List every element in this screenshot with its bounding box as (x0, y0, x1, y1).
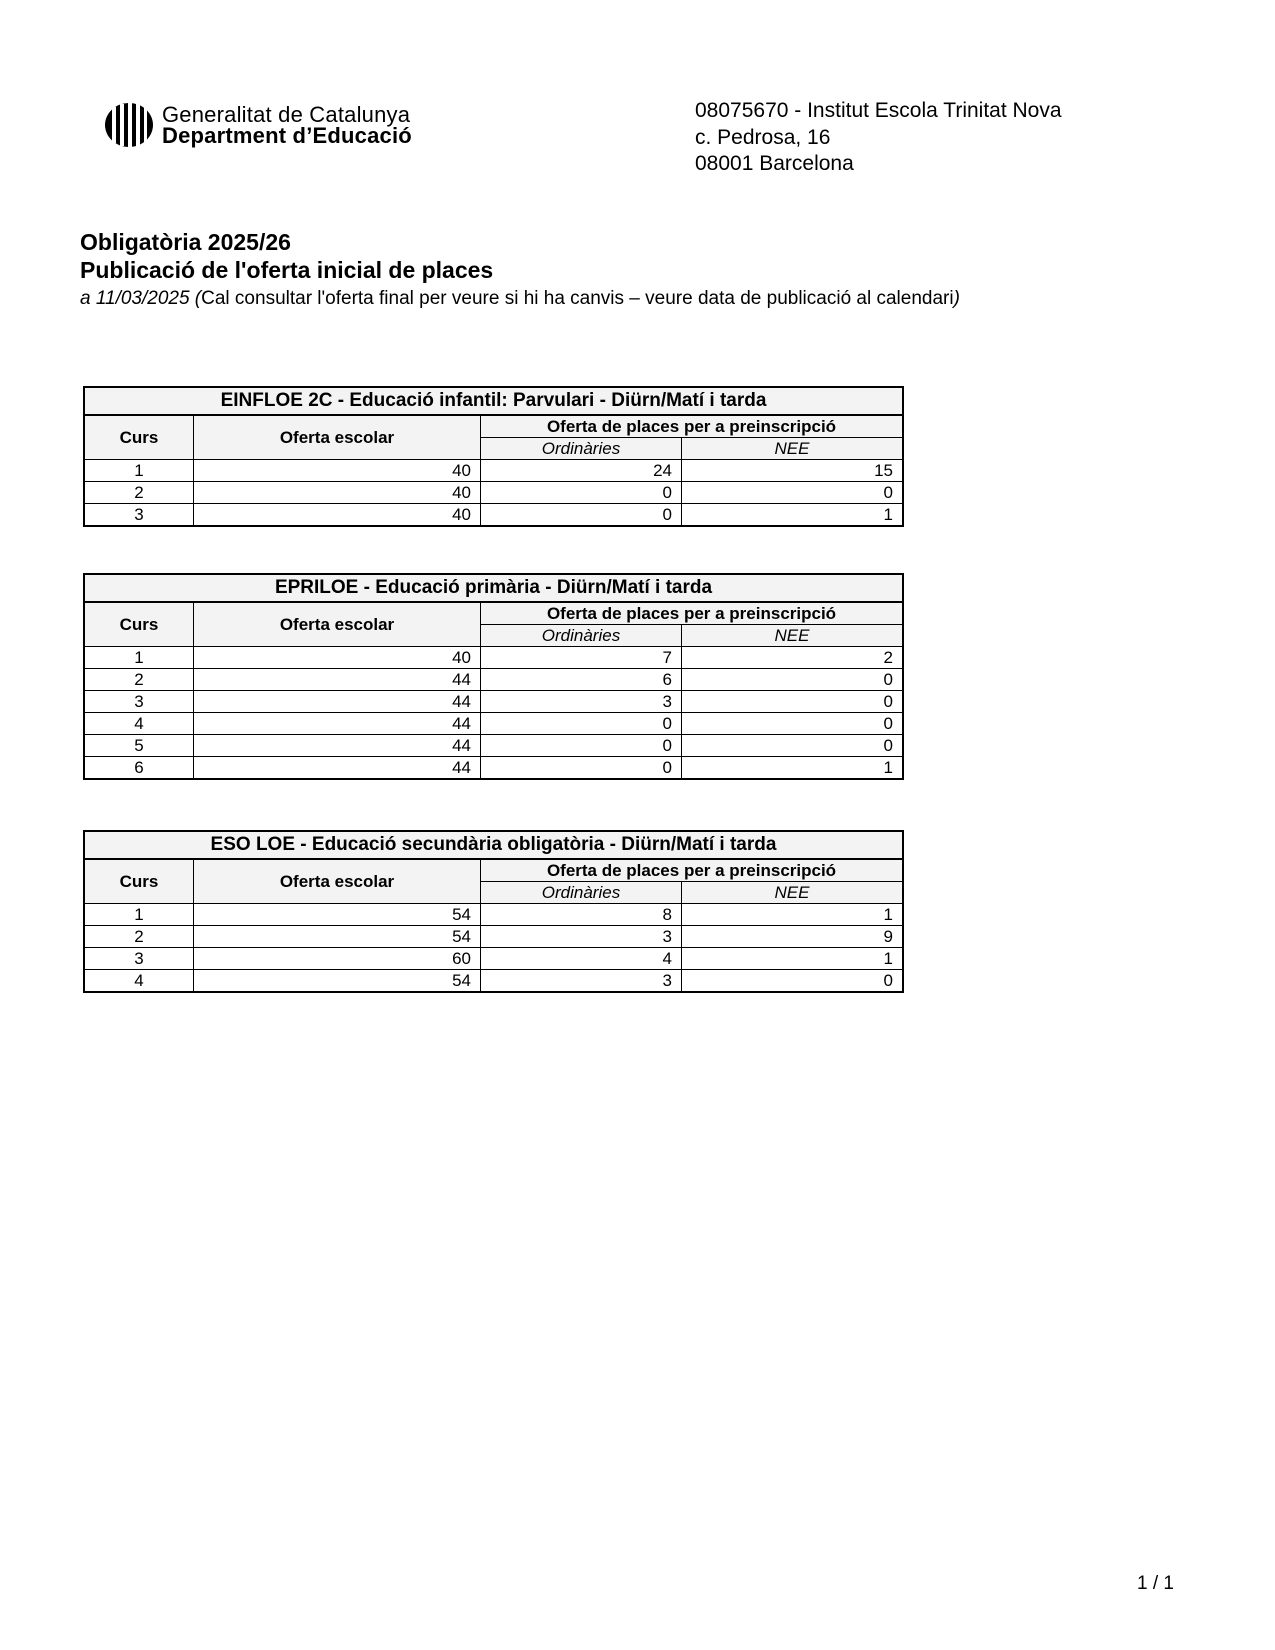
table-row (84, 482, 903, 504)
col-header-oferta: Oferta escolar (194, 602, 481, 647)
cell-nee: 0 (682, 482, 904, 504)
cell-nee: 15 (682, 460, 904, 482)
title-note (80, 284, 960, 314)
table-row (84, 970, 903, 993)
table-row (84, 713, 903, 735)
cell-ordinaries: 6 (481, 669, 682, 691)
cell-oferta: 60 (194, 948, 481, 970)
logo-line-department: Department d’Educació (162, 123, 412, 148)
note-date: a 11/03/2025 ( (80, 288, 202, 309)
col-header-ordinaries: Ordinàries (481, 438, 682, 460)
cell-curs: 4 (84, 713, 194, 735)
cell-oferta: 44 (194, 713, 481, 735)
catalan-flag-emblem-icon (104, 102, 154, 148)
school-name: 08075670 - Institut Escola Trinitat Nova (695, 99, 1062, 122)
page-number: 1 / 1 (1137, 1573, 1174, 1594)
cell-curs: 3 (84, 504, 194, 527)
cell-ordinaries: 0 (481, 735, 682, 757)
table-row (84, 735, 903, 757)
table-row (84, 460, 903, 482)
table-caption: EPRILOE - Educació primària - Diürn/Matí i tarda (84, 574, 903, 602)
note-close: ) (953, 288, 960, 309)
offer-table (83, 386, 904, 527)
cell-curs: 1 (84, 460, 194, 482)
col-header-places: Oferta de places per a preinscripció (481, 602, 904, 625)
col-header-oferta: Oferta escolar (194, 859, 481, 904)
cell-ordinaries: 8 (481, 904, 682, 926)
logo-line-generalitat: Generalitat de Catalunya (162, 102, 411, 127)
table-caption: ESO LOE - Educació secundària obligatòria - Diürn/Matí i tarda (84, 831, 903, 859)
cell-ordinaries: 0 (481, 482, 682, 504)
cell-ordinaries: 7 (481, 647, 682, 669)
title-year: Obligatòria 2025/26 (80, 229, 291, 255)
cell-nee: 0 (682, 691, 904, 713)
table-row (84, 757, 903, 780)
cell-curs: 3 (84, 948, 194, 970)
col-header-curs: Curs (84, 415, 194, 460)
cell-nee: 1 (682, 904, 904, 926)
cell-oferta: 40 (194, 460, 481, 482)
cell-oferta: 54 (194, 904, 481, 926)
col-header-nee: NEE (682, 625, 904, 647)
col-header-nee: NEE (682, 882, 904, 904)
offer-table (83, 573, 904, 780)
col-header-ordinaries: Ordinàries (481, 882, 682, 904)
school-street: c. Pedrosa, 16 (695, 125, 831, 149)
cell-oferta: 40 (194, 647, 481, 669)
document-title (80, 228, 960, 314)
cell-nee: 0 (682, 970, 904, 993)
cell-oferta: 44 (194, 669, 481, 691)
cell-curs: 5 (84, 735, 194, 757)
cell-curs: 4 (84, 970, 194, 993)
cell-oferta: 54 (194, 926, 481, 948)
school-address (695, 98, 1062, 178)
cell-ordinaries: 3 (481, 970, 682, 993)
cell-ordinaries: 3 (481, 926, 682, 948)
cell-oferta: 40 (194, 482, 481, 504)
cell-nee: 1 (682, 504, 904, 527)
cell-ordinaries: 0 (481, 713, 682, 735)
table-row (84, 647, 903, 669)
cell-oferta: 44 (194, 691, 481, 713)
cell-curs: 6 (84, 757, 194, 780)
table-row (84, 691, 903, 713)
cell-curs: 3 (84, 691, 194, 713)
cell-oferta: 44 (194, 757, 481, 780)
table-row (84, 669, 903, 691)
col-header-places: Oferta de places per a preinscripció (481, 415, 904, 438)
cell-nee: 0 (682, 713, 904, 735)
cell-ordinaries: 3 (481, 691, 682, 713)
school-city: 08001 Barcelona (695, 152, 854, 175)
table-row (84, 904, 903, 926)
cell-oferta: 44 (194, 735, 481, 757)
table-row (84, 504, 903, 527)
cell-curs: 2 (84, 482, 194, 504)
cell-oferta: 54 (194, 970, 481, 993)
col-header-curs: Curs (84, 602, 194, 647)
title-publication: Publicació de l'oferta inicial de places (80, 257, 494, 283)
cell-ordinaries: 24 (481, 460, 682, 482)
offer-table (83, 830, 904, 993)
table-caption: EINFLOE 2C - Educació infantil: Parvulari - Diürn/Matí i tarda (84, 387, 903, 415)
cell-nee: 0 (682, 735, 904, 757)
cell-ordinaries: 0 (481, 504, 682, 527)
col-header-nee: NEE (682, 438, 904, 460)
cell-nee: 1 (682, 757, 904, 780)
note-text: Cal consultar l'oferta final per veure si hi ha canvis – veure data de publicació al calendari (201, 288, 954, 309)
cell-curs: 1 (84, 647, 194, 669)
cell-curs: 2 (84, 669, 194, 691)
col-header-ordinaries: Ordinàries (481, 625, 682, 647)
cell-nee: 1 (682, 948, 904, 970)
cell-nee: 0 (682, 669, 904, 691)
cell-ordinaries: 4 (481, 948, 682, 970)
cell-curs: 2 (84, 926, 194, 948)
table-row (84, 926, 903, 948)
col-header-curs: Curs (84, 859, 194, 904)
table-row (84, 948, 903, 970)
cell-ordinaries: 0 (481, 757, 682, 780)
cell-curs: 1 (84, 904, 194, 926)
cell-oferta: 40 (194, 504, 481, 527)
cell-nee: 2 (682, 647, 904, 669)
generalitat-logo (104, 101, 412, 149)
cell-nee: 9 (682, 926, 904, 948)
col-header-places: Oferta de places per a preinscripció (481, 859, 904, 882)
col-header-oferta: Oferta escolar (194, 415, 481, 460)
